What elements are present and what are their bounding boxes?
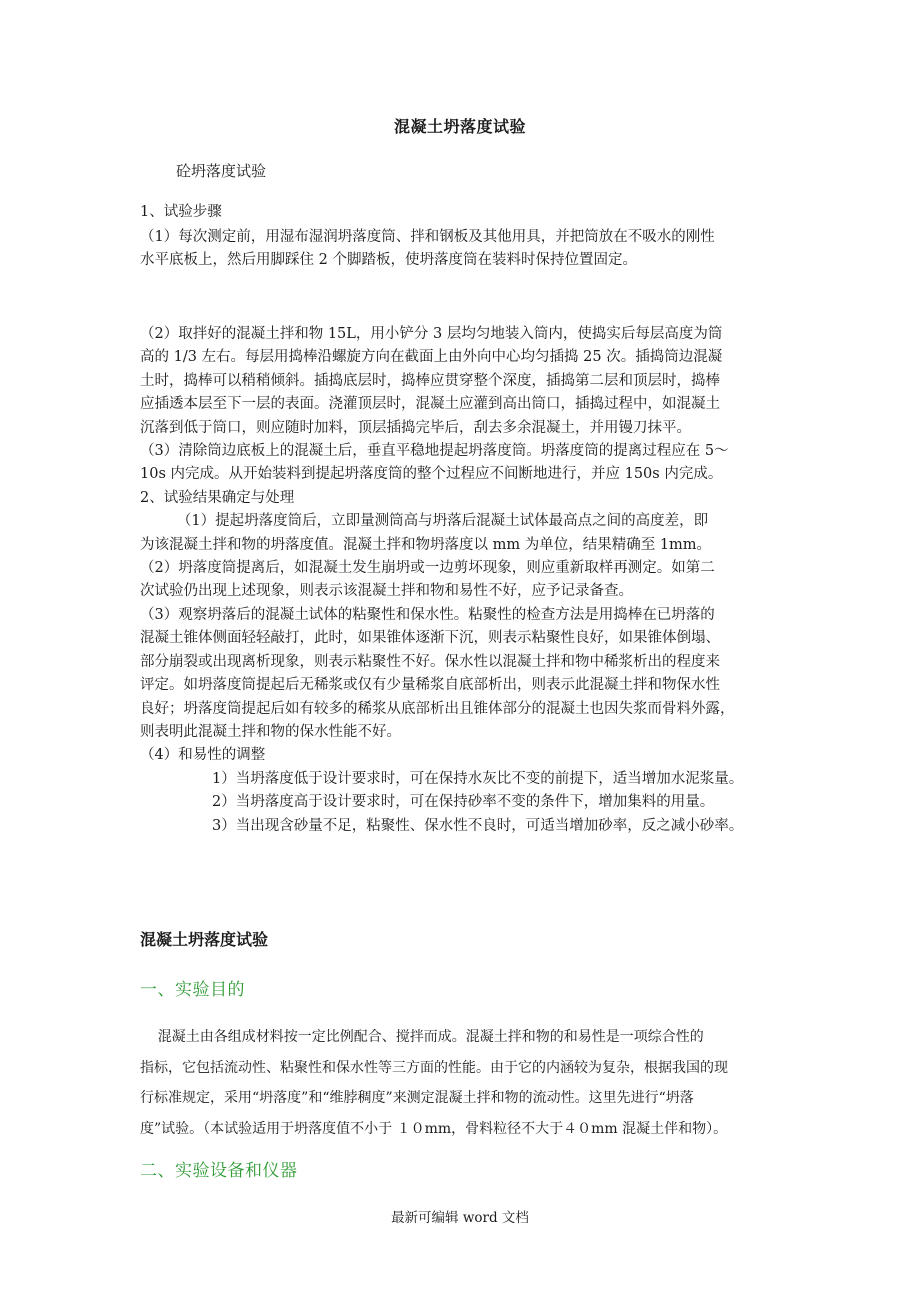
text-line: 沉落到低于筒口，则应随时加料，顶层插捣完毕后，刮去多余混凝土，并用镘刀抹平。 [140, 419, 691, 436]
paragraph-step-1 [140, 226, 790, 273]
text-line: （4）和易性的调整 [140, 747, 266, 764]
text-line: 混凝土由各组成材料按一定比例配合、搅拌而成。混凝土拌和物的和易性是一项综合性的 [140, 1029, 704, 1045]
text-line: 良好；坍落度筒提起后如有较多的稀浆从底部析出且锥体部分的混凝土也因失浆而骨料外露， [140, 700, 735, 717]
text-line: （2）取拌好的混凝土拌和物 15L，用小铲分 3 层均匀地装入筒内，使捣实后每层高度为筒 [140, 326, 723, 342]
text-line: 指标，它包括流动性、粘聚性和保水性等三方面的性能。由于它的内涵较为复杂，根据我国的现 [140, 1059, 728, 1076]
page-footer: 最新可编辑 word 文档 [391, 1210, 529, 1226]
section-heading-purpose: 一、实验目的 [140, 980, 245, 1000]
section-heading-equipment: 二、实验设备和仪器 [140, 1161, 298, 1181]
text-line: （1）提起坍落度筒后，立即量测筒高与坍落后混凝土试体最高点之间的高度差，即 [140, 513, 709, 530]
text-line: 部分崩裂或出现离析现象，则表示粘聚性不好。保水性以混凝土拌和物中稀浆析出的程度来 [140, 653, 720, 670]
text-line: （2）坍落度筒提离后，如混凝土发生崩坍或一边剪坏现象，则应重新取样再测定。如第二 [140, 560, 715, 577]
section-title: 混凝土坍落度试验 [140, 930, 269, 949]
page-title: 混凝土坍落度试验 [393, 117, 526, 136]
text-line: 应插透本层至下一层的表面。浇灌顶层时，混凝土应灌到高出筒口，插捣过程中，如混凝土 [140, 396, 720, 413]
paragraph-steps-and-results [140, 323, 790, 838]
text-line: 混凝土锥体侧面轻轻敲打，此时，如果锥体逐渐下沉，则表示粘聚性良好，如果锥体倒塌、 [140, 630, 720, 647]
text-line: 评定。如坍落度筒提起后无稀浆或仅有少量稀浆自底部析出，则表示此混凝土拌和物保水性 [140, 677, 720, 694]
text-line: 2、试验结果确定与处理 [140, 489, 295, 506]
text-line: （3）观察坍落后的混凝土试体的粘聚性和保水性。粘聚性的检查方法是用捣棒在已坍落的 [140, 606, 715, 623]
section-steps-heading [140, 201, 790, 224]
text-line: 高的 1/3 左右。每层用捣棒沿螺旋方向在截面上由外向中心均匀插捣 25 次。插捣筒边混凝 [140, 349, 723, 366]
text-line: 3）当出现含砂量不足，粘聚性、保水性不良时，可适当增加砂率，反之减小砂率。 [212, 817, 744, 834]
text-line: 则表明此混凝土拌和物的保水性能不好。 [140, 723, 401, 740]
text-line: 水平底板上，然后用脚踩住 2 个脚踏板，使坍落度筒在装料时保持位置固定。 [140, 252, 637, 269]
text-line: （3）清除筒边底板上的混凝土后，垂直平稳地提起坍落度筒。坍落度筒的提离过程应在 5～ [140, 443, 729, 460]
text-line: （1）每次测定前，用湿布湿润坍落度筒、拌和钢板及其他用具，并把筒放在不吸水的刚性 [140, 229, 715, 245]
text-line: 1）当坍落度低于设计要求时，可在保持水灰比不变的前提下，适当增加水泥浆量。 [212, 770, 744, 787]
text-line: 10s 内完成。从开始装料到提起坍落度筒的整个过程应不间断地进行，并应 150s 内完成。 [140, 466, 723, 483]
paragraph-purpose [140, 1022, 790, 1144]
subtitle: 砼坍落度试验 [176, 162, 267, 180]
text-line: 2）当坍落度高于设计要求时，可在保持砂率不变的条件下，增加集料的用量。 [212, 794, 715, 811]
text-line: 为该混凝土拌和物的坍落度值。混凝土拌和物坍落度以 mm 为单位，结果精确至 1mm。 [140, 536, 712, 553]
text-line: 度”试验。（本试验适用于坍落度值不小于 １０mm，骨料粒径不大于４０mm 混凝土伴和物）。 [140, 1120, 728, 1137]
text-line: 土时，捣棒可以稍稍倾斜。插捣底层时，捣棒应贯穿整个深度，插捣第二层和顶层时，捣棒 [140, 372, 720, 389]
text-line: 次试验仍出现上述现象，则表示该混凝土拌和物和易性不好，应予记录备查。 [140, 583, 633, 600]
text-line: 1、试验步骤 [140, 204, 222, 220]
text-line: 行标准规定，采用“坍落度”和“维脖稠度”来测定混凝土拌和物的流动性。这里先进行“坍落 [140, 1090, 694, 1106]
